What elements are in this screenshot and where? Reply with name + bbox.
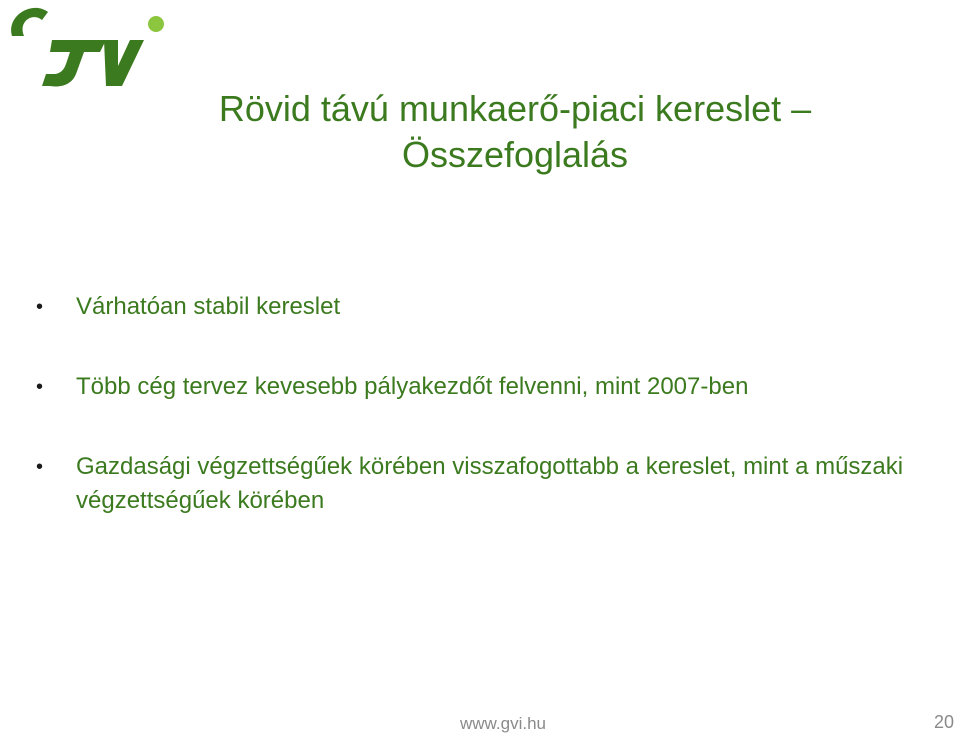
gv-logo-icon xyxy=(2,2,167,90)
slide-title-line-1: Rövid távú munkaerő-piaci kereslet – xyxy=(218,88,812,129)
slide-title-line-2: Összefoglalás xyxy=(401,134,629,175)
bullet-mark: • xyxy=(36,296,44,318)
bullet-list xyxy=(36,290,946,518)
logo-dot xyxy=(148,16,164,32)
bullet-text: Gazdasági végzettségűek körében visszafogottabb a kereslet, mint a műszaki végzettségűek körében xyxy=(76,453,904,514)
bullet-text: Várhatóan stabil kereslet xyxy=(76,293,341,320)
logo-arc xyxy=(11,8,48,36)
logo-letter-g xyxy=(42,40,106,87)
gvi-logo xyxy=(2,2,167,90)
bullet-mark: • xyxy=(36,376,44,398)
bullet-item xyxy=(36,290,946,324)
page-number: 20 xyxy=(933,712,954,732)
footer-website-link[interactable]: www.gvi.hu xyxy=(460,714,546,733)
logo-letter-v xyxy=(104,40,144,86)
bullet-mark: • xyxy=(36,456,44,478)
bullet-item xyxy=(36,450,946,518)
slide-title xyxy=(150,86,880,178)
bullet-item xyxy=(36,370,946,404)
bullet-text: Több cég tervez kevesebb pályakezdőt felvenni, mint 2007-ben xyxy=(76,373,749,400)
